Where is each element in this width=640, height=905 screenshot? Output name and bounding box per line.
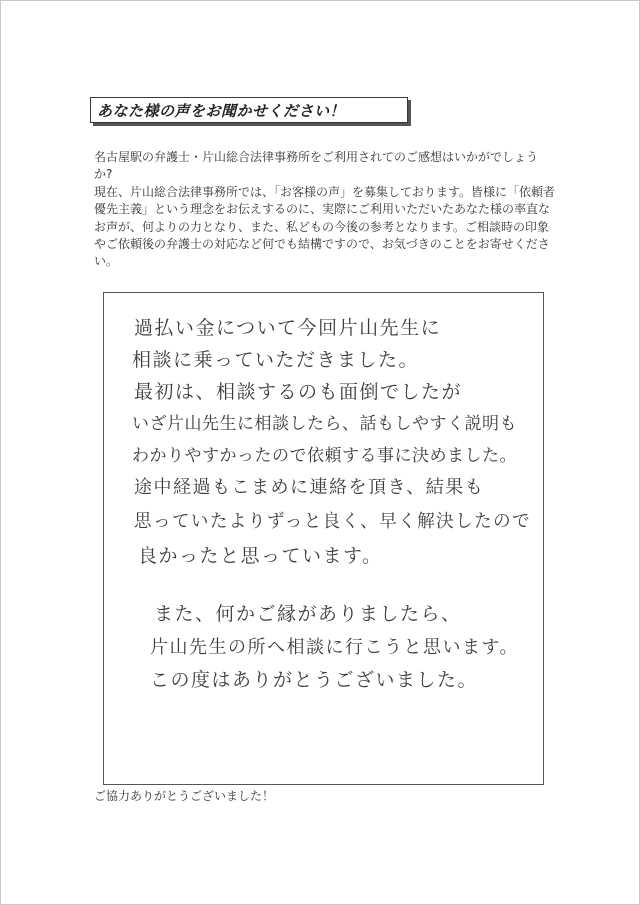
handwritten-line: 良かったと思っています。 [138, 545, 383, 567]
intro-paragraph-2: 現在、片山総合法律事務所では、「お客様の声」を募集しております。皆様に「依頼者優先主義」という理念をお伝えするのに、実際にご利用いただいたあなた様の率直なお声が、何よりの力となり、また、私どもの今後の参考となります。ご相談時の印象やご依頼後の弁護士の対応など何でも結構ですので、お気づきのことをお寄せください。 [94, 184, 556, 269]
handwritten-line: また、何かご縁がありましたら、 [154, 603, 462, 625]
handwritten-line: わかりやすかったので依頼する事に決めました。 [132, 446, 517, 466]
handwritten-comment-box [103, 292, 544, 785]
handwritten-line: 過払い金について今回片山先生に [134, 317, 442, 339]
handwritten-line: 思っていたよりずっと良く、早く解決したので [134, 511, 532, 532]
handwritten-line: 最初は、相談するのも面倒でしたが [134, 381, 463, 403]
intro-paragraph-1: 名古屋駅の弁護士・片山総合法律事務所をご利用されてのご感想はいかがでしょうか? [94, 150, 539, 182]
handwritten-line: この度はありがとうございました。 [150, 669, 479, 691]
page-title: あなた様の声をお聞かせください！ [97, 101, 346, 120]
intro-text [94, 149, 556, 271]
footer-thanks: ご協力ありがとうございました！ [94, 789, 275, 803]
title-box [90, 97, 408, 123]
handwritten-line: いざ片山先生に相談したら、話もしやすく説明も [132, 414, 517, 434]
handwritten-line: 途中経過もこまめに連絡を頂き、結果も [134, 477, 485, 498]
handwritten-line: 片山先生の所へ相談に行こうと思います。 [150, 637, 520, 658]
handwritten-line: 相談に乗っていただきました。 [132, 349, 420, 371]
